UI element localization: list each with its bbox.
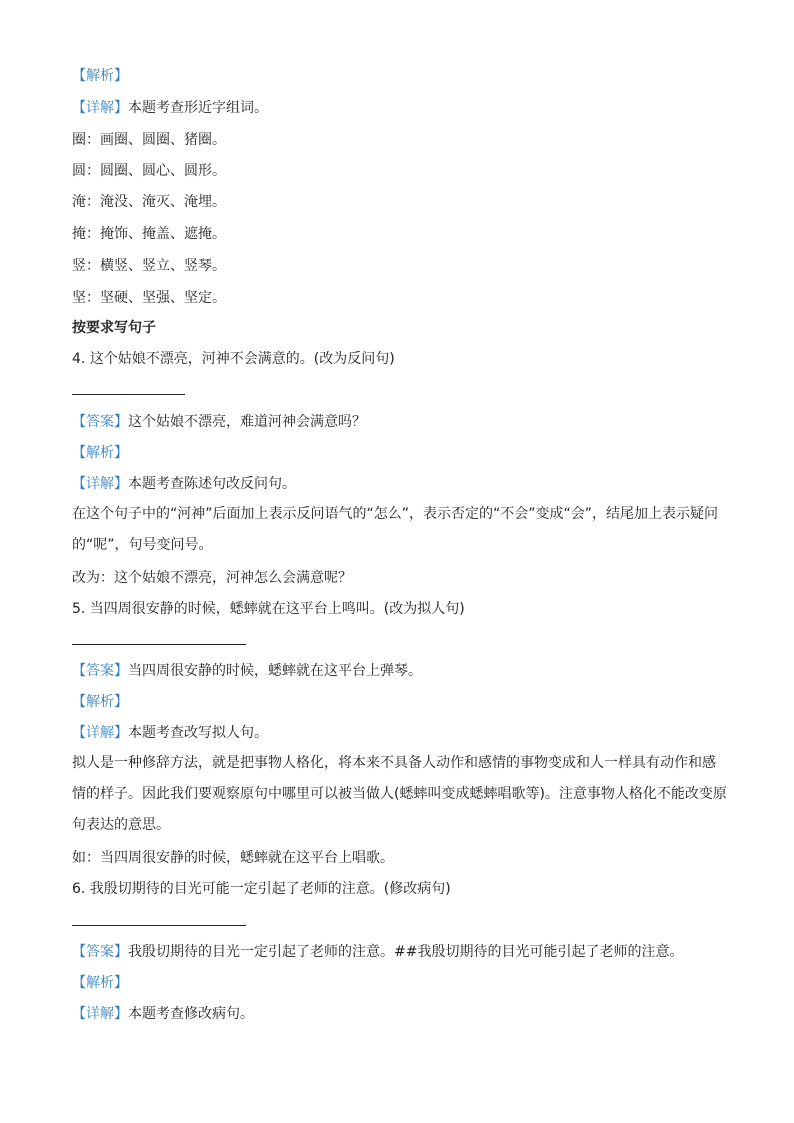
section-heading: 按要求写句子 [72,320,156,336]
analysis-label: 【解析】 [72,694,128,710]
question-5: 5. 当四周很安静的时候，蟋蟀就在这平台上鸣叫。(改为拟人句) [72,601,465,617]
analysis-label: 【解析】 [72,975,128,991]
answer-text: 这个姑娘不漂亮，难道河神会满意吗？ [128,414,366,430]
word-group-item: 圆：圆圈、圆心、圆形。 [72,163,226,179]
detail-text: 本题考查改写拟人句。 [128,725,268,741]
word-group-item: 淹：淹没、淹灭、淹埋。 [72,194,226,210]
revised-sentence: 改为：这个姑娘不漂亮，河神怎么会满意呢？ [72,570,352,586]
answer-label: 【答案】 [72,944,128,960]
answer-line [72,661,732,681]
word-group-item: 圈：画圈、圆圈、猪圈。 [72,132,226,148]
answer-line [72,412,732,432]
detail-label: 【详解】 [72,476,128,492]
analysis-label: 【解析】 [72,445,128,461]
answer-blank-line [72,394,185,395]
detail-label: 【详解】 [72,725,128,741]
word-group-item: 坚：坚硬、坚强、坚定。 [72,290,226,306]
answer-text: 我殷切期待的目光一定引起了老师的注意。##我殷切期待的目光可能引起了老师的注意。 [128,944,684,960]
detail-text: 本题考查形近字组词。 [128,100,268,116]
detail-line [72,1004,732,1024]
question-4: 4. 这个姑娘不漂亮，河神不会满意的。(改为反问句) [72,351,395,367]
answer-text: 当四周很安静的时候，蟋蟀就在这平台上弹琴。 [128,663,422,679]
answer-line [72,942,732,962]
example-sentence: 如：当四周很安静的时候，蟋蟀就在这平台上唱歌。 [72,850,394,866]
question-6: 6. 我殷切期待的目光可能一定引起了老师的注意。(修改病句) [72,881,451,897]
answer-blank-line [72,644,246,645]
answer-label: 【答案】 [72,414,128,430]
detail-line [72,98,732,118]
detail-line [72,474,732,494]
explanation-paragraph: 拟人是一种修辞方法，就是把事物人格化，将本来不具备人动作和感情的事物变成和人一样具有动作和感情的样子。因此我们要观察原句中哪里可以被当做人(蟋蟀叫变成蟋蟀唱歌等)。注意事物人格化不能改变原句表达的意思。 [72,755,727,833]
detail-text: 本题考查修改病句。 [128,1006,254,1022]
explanation-paragraph: 在这个句子中的“河神”后面加上表示反问语气的“怎么”，表示否定的“不会”变成“会”，结尾加上表示疑问的“呢”，句号变问号。 [72,506,719,553]
detail-text: 本题考查陈述句改反问句。 [128,476,296,492]
answer-label: 【答案】 [72,663,128,679]
answer-blank-line [72,925,246,926]
word-group-item: 掩：掩饰、掩盖、遮掩。 [72,226,226,242]
analysis-label: 【解析】 [72,68,128,84]
word-group-item: 竖：横竖、竖立、竖琴。 [72,258,226,274]
detail-line [72,723,732,743]
detail-label: 【详解】 [72,1006,128,1022]
detail-label: 【详解】 [72,100,128,116]
